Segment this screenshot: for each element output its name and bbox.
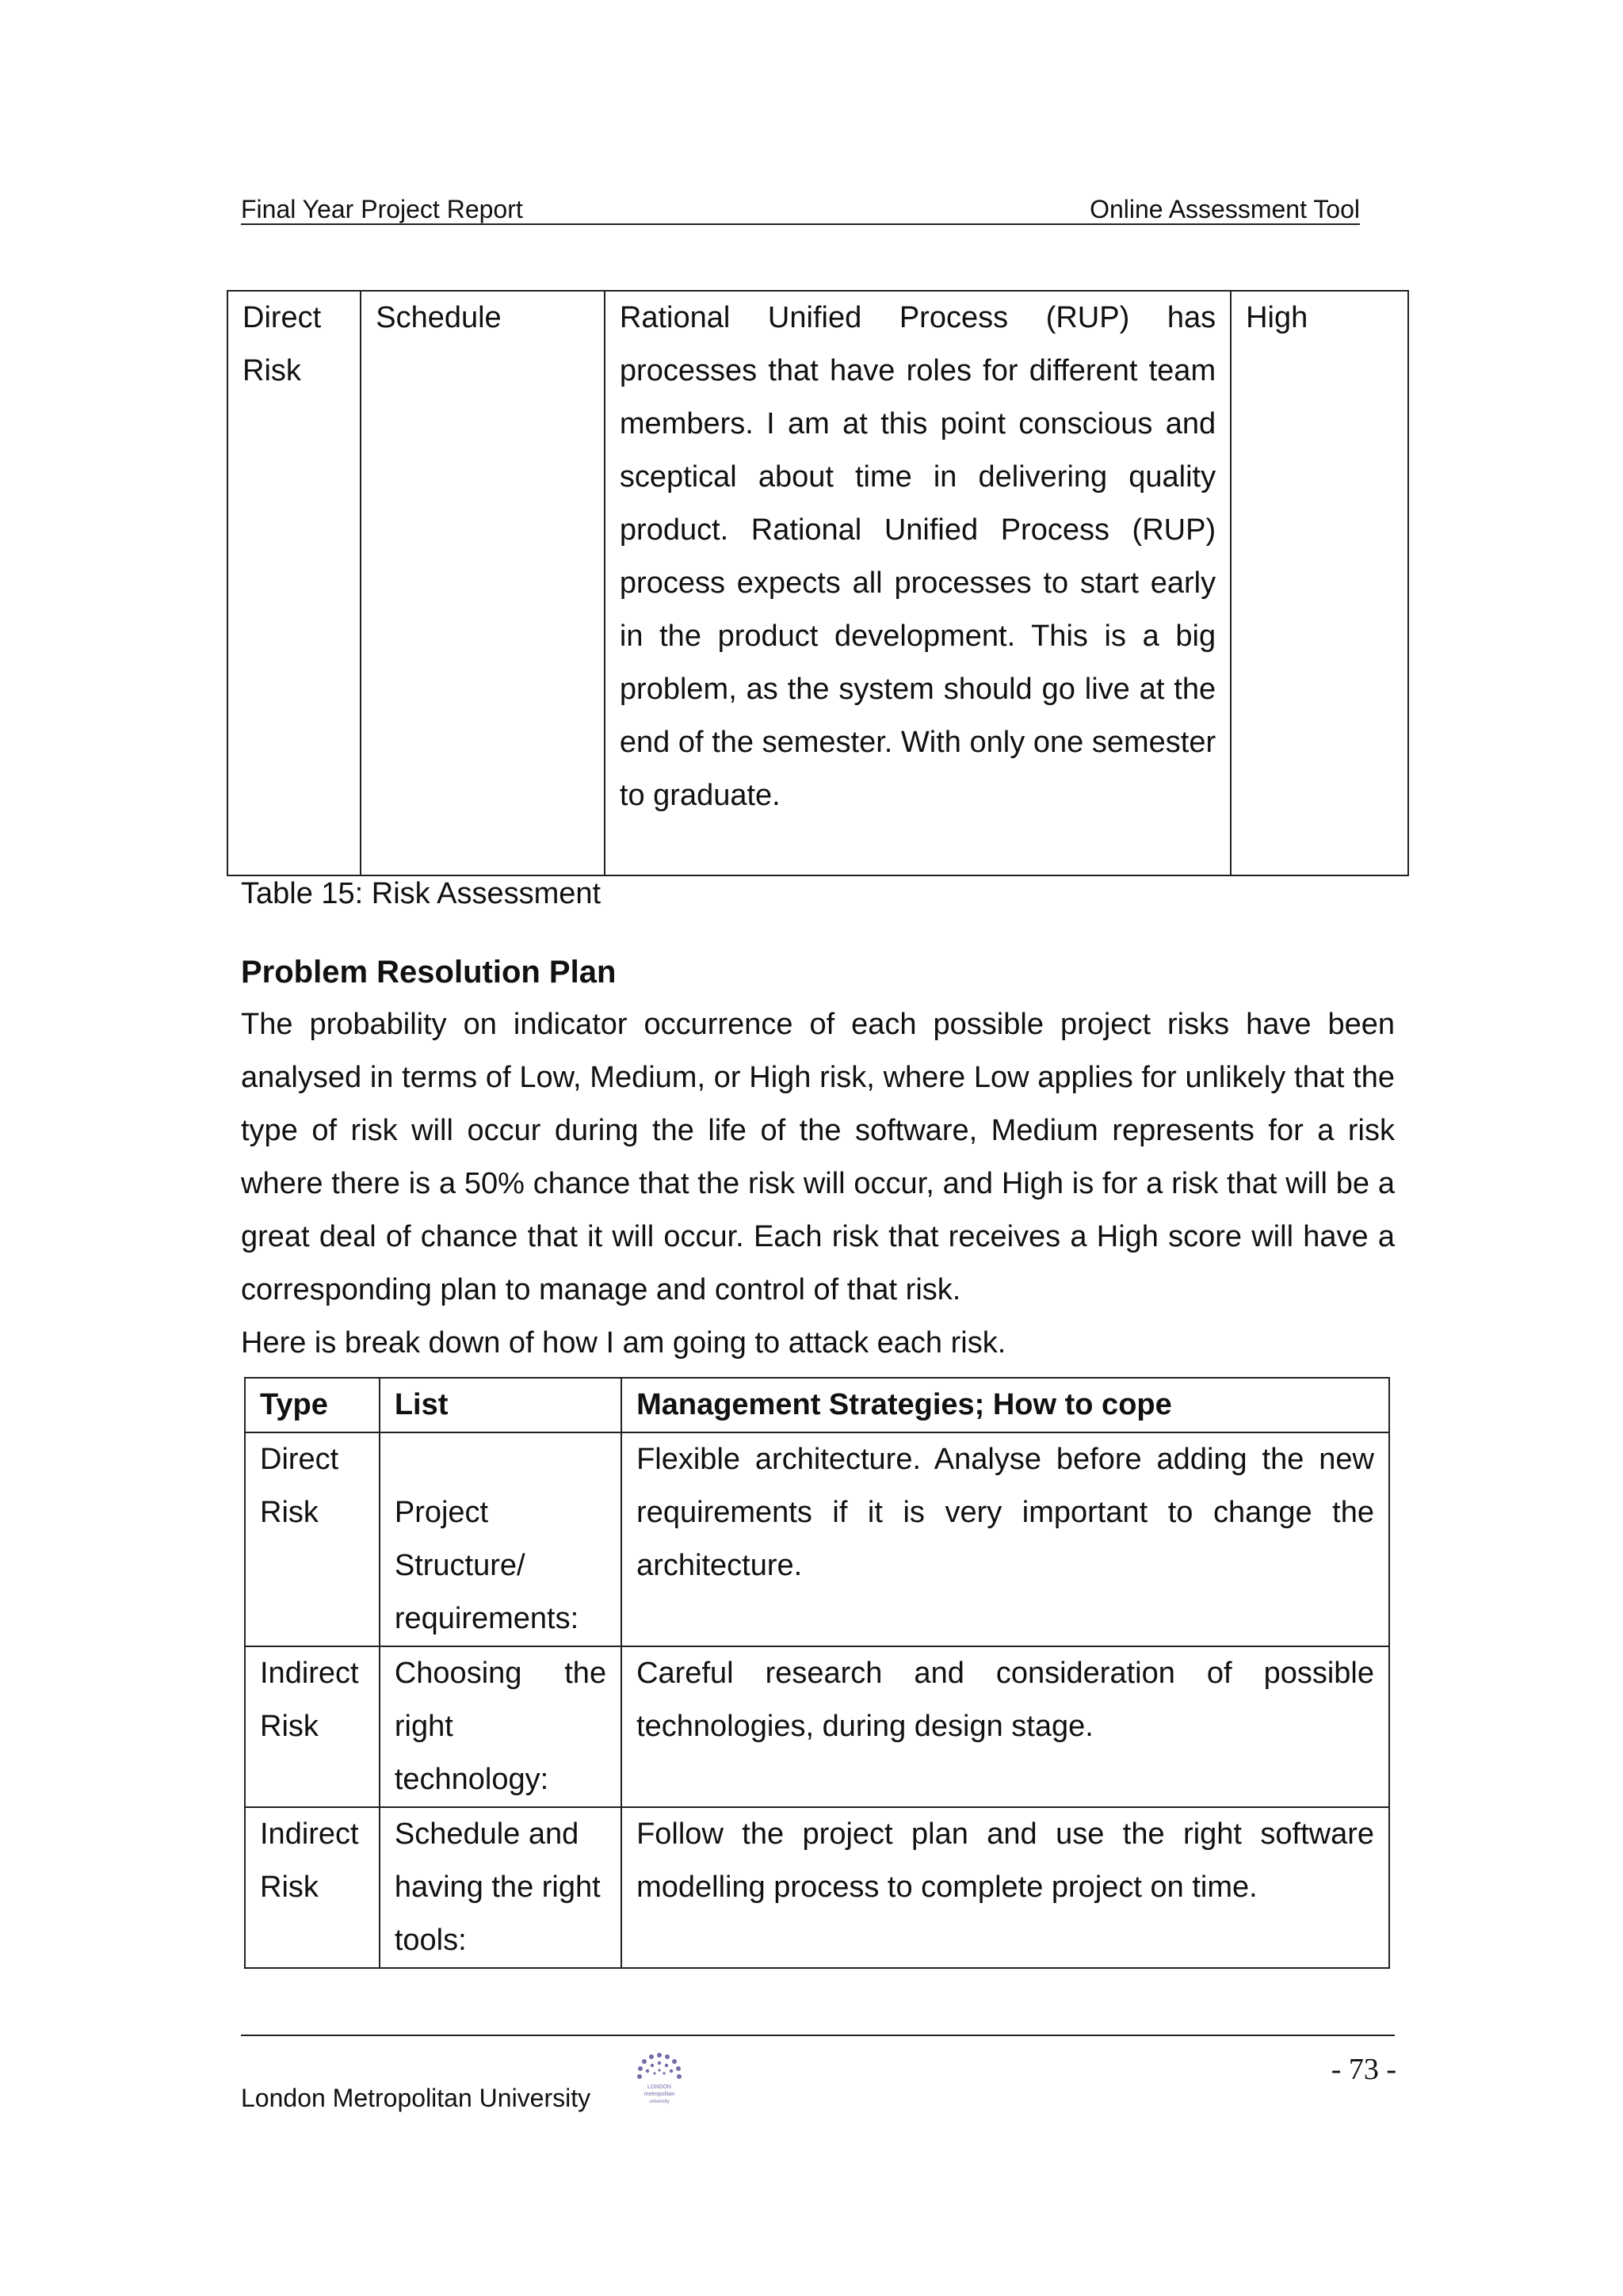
section-title: Problem Resolution Plan [241,955,617,990]
table-row [245,1646,1389,1807]
section-paragraph: The probability on indicator occurrence of each possible project risks have been analysed in terms of Low, Medium, or High risk, where Low applies for unlikely that the type of risk will occur during the life of the software, Medium represents for a risk where there is a 50% chance that the risk will occur, and High is for a risk that will be a great deal of chance that it will occur. Each risk that receives a High score will have a corresponding plan to manage and control of that risk. [241,1008,1395,1306]
row-type: Direct Risk [245,1432,380,1646]
table-intro: Here is break down of how I am going to attack each risk. [241,1326,1006,1360]
risk-description-cell: Rational Unified Process (RUP) has processes that have roles for different team members. I am at this point conscious and sceptical about time in delivering quality product. Rational Unified Process (RUP) process expects all processes to start early in the product development. This is a big problem, as the system should go live at the end of the semester. With only one semester to graduate. [605,291,1231,875]
column-header-strategy: Management Strategies; How to cope [621,1378,1389,1432]
footer-university: London Metropolitan University [241,2084,591,2112]
table-header-row [245,1378,1389,1432]
svg-text:university: university [649,2100,670,2104]
problem-resolution-table [244,1377,1390,1969]
page-number: - 73 - [1331,2053,1396,2086]
column-header-type: Type [245,1378,380,1432]
risk-list-cell: Schedule [361,291,605,875]
row-list: Project Structure/ requirements: [380,1432,621,1646]
header-left-title: Final Year Project Report [241,195,523,223]
table-row [227,291,1408,875]
svg-text:metropolitan: metropolitan [643,2092,675,2097]
row-list: Schedule and having the right tools: [380,1807,621,1968]
row-type: Indirect Risk [245,1646,380,1807]
risk-rating-cell: High [1231,291,1408,875]
header-right-title: Online Assessment Tool [1090,195,1360,223]
table-caption: Table 15: Risk Assessment [241,877,601,910]
footer-divider [241,2035,1395,2036]
row-strategy: Flexible architecture. Analyse before adding the new requirements if it is very important to change the architecture. [621,1432,1389,1646]
row-type: Indirect Risk [245,1807,380,1968]
row-strategy: Follow the project plan and use the right software modelling process to complete project on time. [621,1807,1389,1968]
university-logo-icon [615,2049,702,2109]
table-row [245,1807,1389,1968]
row-strategy: Careful research and consideration of possible technologies, during design stage. [621,1646,1389,1807]
row-list: Choosing the right technology: [380,1646,621,1807]
table-row [245,1432,1389,1646]
column-header-list: List [380,1378,621,1432]
page-header [241,192,1360,225]
svg-text:LONDON: LONDON [647,2084,671,2090]
risk-assessment-table [227,290,1409,876]
risk-type-cell: Direct Risk [227,291,361,875]
